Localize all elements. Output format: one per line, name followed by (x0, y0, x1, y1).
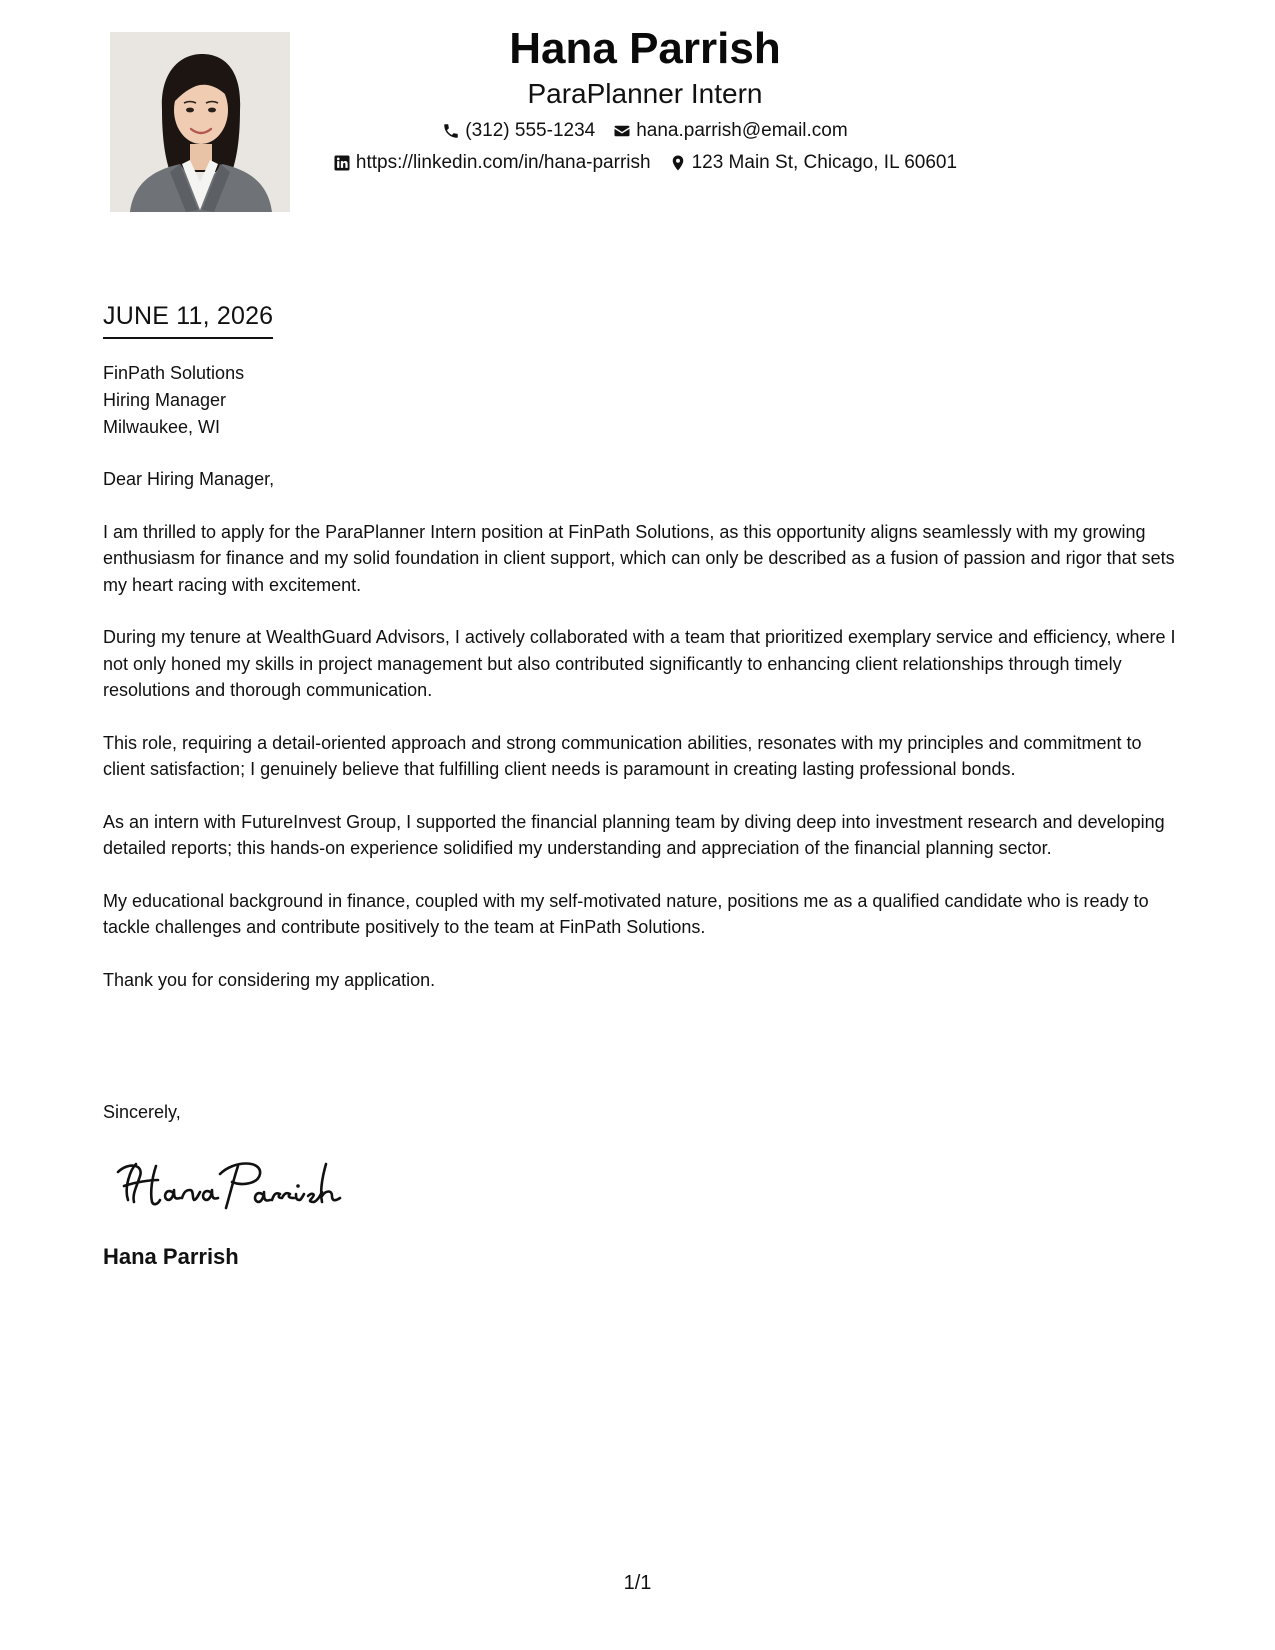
envelope-icon (613, 122, 631, 140)
letter-body (103, 466, 1183, 1019)
recipient-block (103, 360, 244, 441)
resume-header (300, 22, 990, 175)
phone-icon (442, 122, 460, 140)
page-number: 1/1 (623, 1572, 652, 1594)
body-paragraph-5: My educational background in finance, coupled with my self-motivated nature, positions me as a qualified candidate who is ready to tackle challenges and contribute positively to the team at FinPath Solutions. (103, 890, 1149, 937)
address-contact (669, 151, 957, 175)
portrait-illustration (110, 32, 290, 212)
linkedin-icon (333, 154, 351, 172)
profile-photo (110, 32, 290, 212)
handwritten-signature (110, 1150, 370, 1220)
signer-name: Hana Parrish (103, 1244, 239, 1269)
thanks-line: Thank you for considering my application. (103, 969, 436, 990)
recipient-contact: Hiring Manager (103, 390, 227, 410)
valediction: Sincerely, (103, 1102, 181, 1122)
applicant-title: ParaPlanner Intern (527, 78, 763, 109)
email-contact[interactable] (613, 119, 848, 143)
phone-text: (312) 555-1234 (465, 120, 596, 141)
body-paragraph-2: During my tenure at WealthGuard Advisors, I actively collaborated with a team that prioritized exemplary service and efficiency, where I not only honed my skills in project management but also contributed significantly to enhancing client relationships through timely resolutions and thorough communication. (103, 627, 1176, 700)
applicant-name: Hana Parrish (509, 24, 781, 73)
body-paragraph-3: This role, requiring a detail-oriented approach and strong communication abilities, resonates with my principles and commitment to client satisfaction; I genuinely believe that fulfilling client needs is paramount in creating lasting professional bonds. (103, 732, 1142, 779)
linkedin-text: https://linkedin.com/in/hana-parrish (355, 152, 651, 173)
address-text: 123 Main St, Chicago, IL 60601 (691, 152, 958, 173)
map-pin-icon (669, 154, 687, 172)
recipient-location: Milwaukee, WI (103, 417, 221, 437)
email-text: hana.parrish@email.com (636, 120, 848, 141)
linkedin-contact[interactable] (333, 151, 651, 175)
letter-date: JUNE 11, 2026 (103, 301, 273, 339)
phone-contact[interactable] (442, 119, 595, 143)
body-paragraph-4: As an intern with FutureInvest Group, I supported the financial planning team by diving deep into investment research and developing detailed reports; this hands-on experience solidified my understanding and appreciation of the financial planning sector. (103, 811, 1165, 858)
body-paragraph-1: I am thrilled to apply for the ParaPlanner Intern position at FinPath Solutions, as this opportunity aligns seamlessly with my growing enthusiasm for finance and my solid foundation in client support, which can only be described as a fusion of passion and rigor that sets my heart racing with excitement. (103, 521, 1175, 595)
contact-row-primary (300, 119, 990, 143)
contact-row-secondary (300, 151, 990, 175)
salutation: Dear Hiring Manager, (103, 469, 275, 489)
signature-drawing (110, 1150, 370, 1220)
recipient-company: FinPath Solutions (103, 363, 245, 383)
